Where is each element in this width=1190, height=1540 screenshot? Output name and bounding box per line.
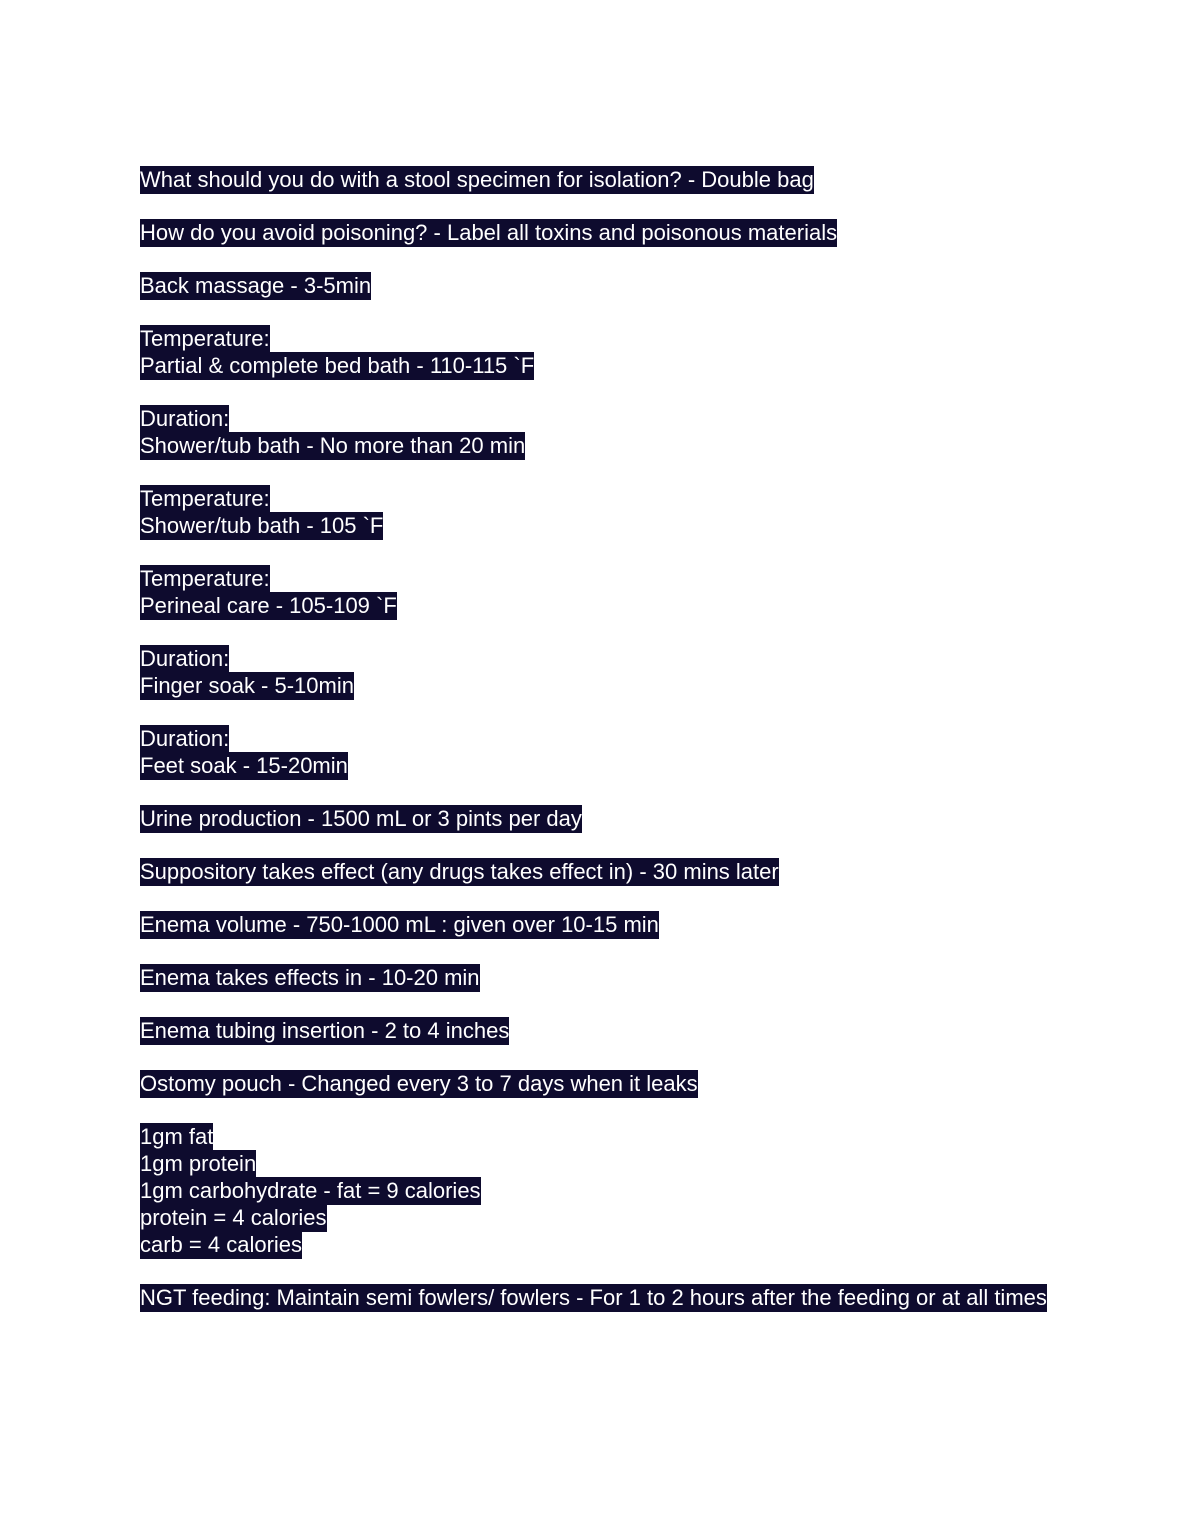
flashcard-enema-effect: [140, 964, 1050, 991]
flashcard-shower-duration: [140, 405, 1050, 459]
flashcard-perineal-care-temperature: [140, 565, 1050, 619]
card-term: Duration:: [140, 726, 230, 751]
card-text: Shower/tub bath - 105 `F: [140, 513, 384, 538]
flashcard-back-massage: [140, 272, 1050, 299]
flashcard-finger-soak-duration: [140, 645, 1050, 699]
flashcard-stool-specimen: [140, 166, 1050, 193]
flashcard-bed-bath-temperature: [140, 325, 1050, 379]
flashcard-document: [140, 166, 1050, 1337]
flashcard-suppository: [140, 858, 1050, 885]
card-text: Partial & complete bed bath - 110-115 `F: [140, 353, 535, 378]
flashcard-enema-volume: [140, 911, 1050, 938]
card-text: Enema volume - 750-1000 mL : given over 10-15 min: [140, 912, 659, 937]
card-text: Finger soak - 5-10min: [140, 673, 354, 698]
card-text: How do you avoid poisoning? - Label all toxins and poisonous materials: [140, 220, 838, 245]
flashcard-ngt-feeding: [140, 1284, 1050, 1311]
card-text: 1gm carbohydrate - fat = 9 calories: [140, 1178, 481, 1203]
flashcard-feet-soak-duration: [140, 725, 1050, 779]
card-text: Shower/tub bath - No more than 20 min: [140, 433, 526, 458]
card-text: Back massage - 3-5min: [140, 273, 372, 298]
card-term: Temperature:: [140, 566, 270, 591]
card-text: Perineal care - 105-109 `F: [140, 593, 397, 618]
flashcard-shower-temperature: [140, 485, 1050, 539]
card-text: protein = 4 calories: [140, 1205, 327, 1230]
card-text: Suppository takes effect (any drugs takes effect in) - 30 mins later: [140, 859, 779, 884]
flashcard-urine-production: [140, 805, 1050, 832]
flashcard-enema-tubing: [140, 1017, 1050, 1044]
card-text: Enema takes effects in - 10-20 min: [140, 965, 480, 990]
card-term: Duration:: [140, 406, 230, 431]
card-term: 1gm protein: [140, 1151, 257, 1176]
card-term: Temperature:: [140, 486, 270, 511]
card-term: Temperature:: [140, 326, 270, 351]
card-text: What should you do with a stool specimen for isolation? - Double bag: [140, 167, 814, 192]
card-text: NGT feeding: Maintain semi fowlers/ fowlers - For 1 to 2 hours after the feeding or at all times: [140, 1285, 1047, 1310]
card-text: Urine production - 1500 mL or 3 pints per day: [140, 806, 582, 831]
flashcard-poisoning: [140, 219, 1050, 246]
card-term: Duration:: [140, 646, 230, 671]
card-text: Feet soak - 15-20min: [140, 753, 348, 778]
flashcard-ostomy-pouch: [140, 1070, 1050, 1097]
card-term: 1gm fat: [140, 1124, 214, 1149]
card-text: Ostomy pouch - Changed every 3 to 7 days when it leaks: [140, 1071, 698, 1096]
flashcard-calories: [140, 1123, 1050, 1258]
card-text: carb = 4 calories: [140, 1232, 303, 1257]
card-text: Enema tubing insertion - 2 to 4 inches: [140, 1018, 510, 1043]
